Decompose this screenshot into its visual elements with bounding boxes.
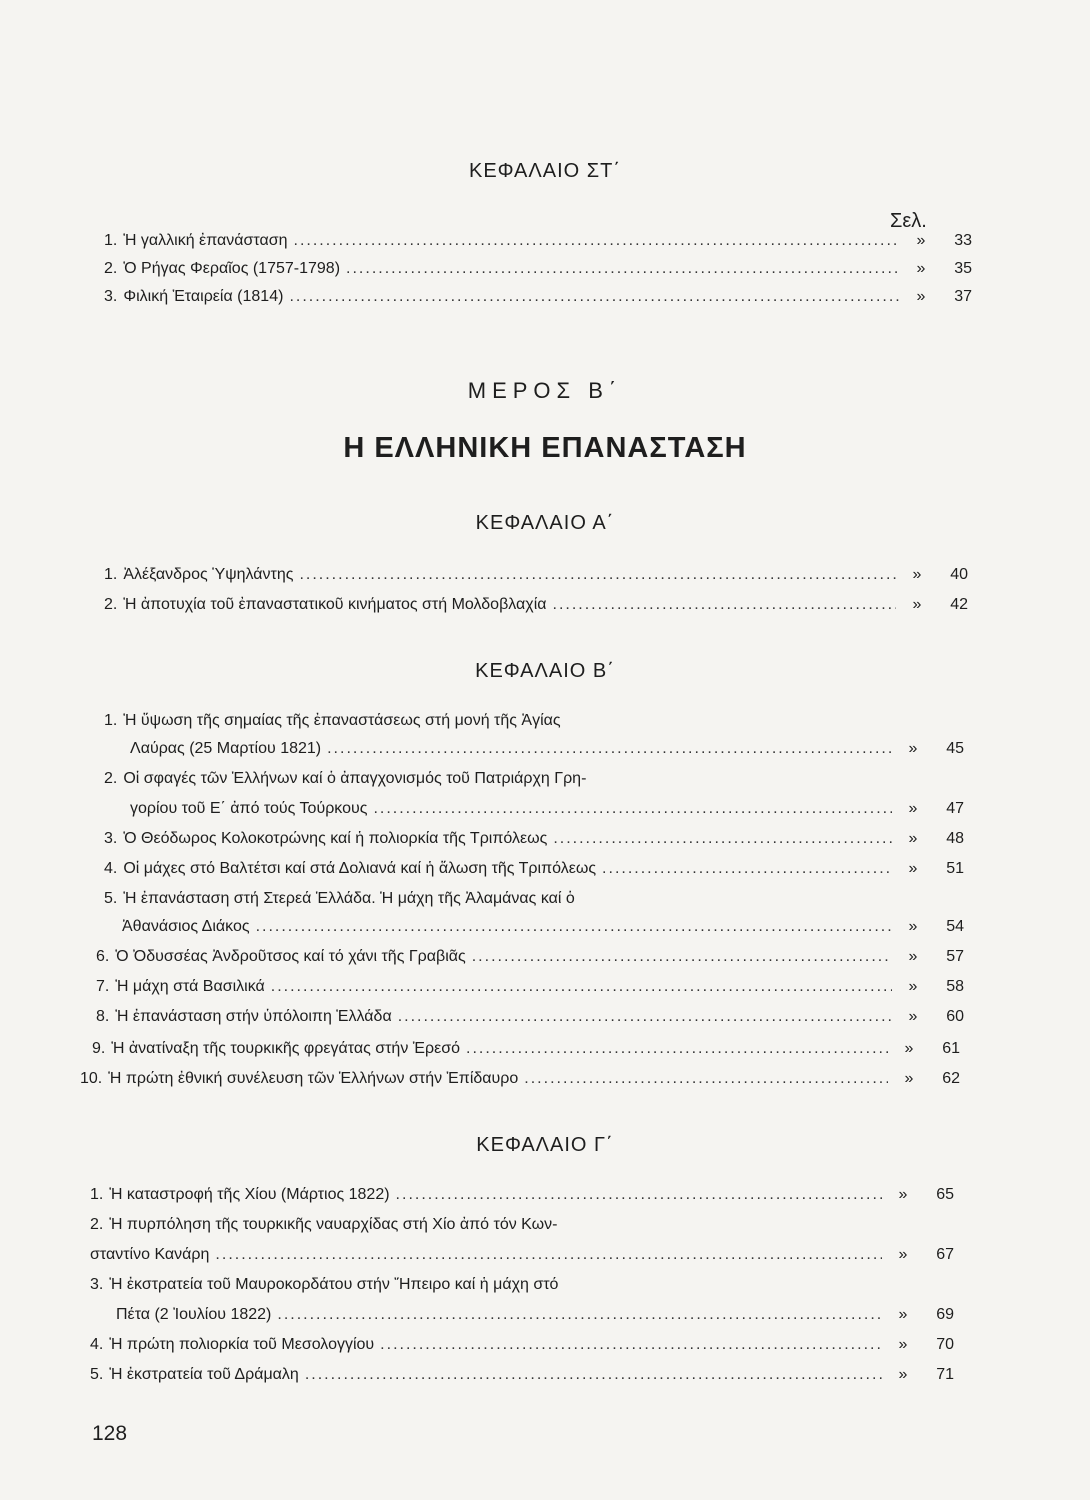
entry-title: Ὁ Ρήγας Φεραῖος (1757-1798) [123,260,341,277]
ditto-mark: » [912,566,922,583]
page-number: 128 [92,1422,128,1445]
entry-number: 3. [104,288,118,305]
ditto-mark: » [898,1336,908,1353]
entry-title: Ἀθανάσιος Διάκος [122,918,250,935]
ditto-mark: » [916,232,926,249]
entry-number: 1. [104,712,118,729]
entry-page: 58 [946,978,964,995]
entry-number: 4. [90,1336,104,1353]
toc-entry [130,800,964,828]
dot-leader [553,596,897,614]
entry-title: Οἱ μάχες στό Βαλτέτσι καί στά Δολιανά καί ἡ ἅλωση τῆς Τριπόλεως [123,860,597,877]
entry-page: 48 [946,830,964,847]
entry-number: 10. [80,1070,103,1087]
part-title: Η ΕΛΛΗΝΙΚΗ ΕΠΑΝΑΣΤΑΣΗ [343,432,747,464]
toc-entry [90,1186,954,1214]
ditto-mark: » [908,948,918,965]
toc-entry [96,1008,964,1036]
ditto-mark: » [908,740,918,757]
entry-page: 69 [936,1306,954,1323]
dot-leader [277,1306,882,1324]
ditto-mark: » [912,596,922,613]
ditto-mark: » [916,260,926,277]
toc-entry [104,260,972,288]
ditto-mark: » [908,800,918,817]
ditto-mark: » [904,1040,914,1057]
toc-entry [130,740,964,768]
chapter-st-heading: ΚΕΦΑΛΑΙΟ ΣΤ΄ [468,160,621,182]
entry-page: 57 [946,948,964,965]
entry-title: Ἡ γαλλική ἐπανάσταση [123,232,288,249]
entry-page: 54 [946,918,964,935]
toc-entry [104,566,968,594]
entry-title: Ἡ πρώτη πολιορκία τοῦ Μεσολογγίου [109,1336,375,1353]
entry-number: 2. [90,1216,104,1233]
entry-title-line1: Ἡ ὕψωση τῆς σημαίας τῆς ἐπαναστάσεως στή μονή τῆς Ἁγίας [123,712,561,729]
ditto-mark: » [908,978,918,995]
ditto-mark: » [898,1366,908,1383]
dot-leader [327,740,892,758]
toc-entry-first-line [90,1216,954,1244]
entry-page: 61 [942,1040,960,1057]
ditto-mark: » [908,830,918,847]
dot-leader [289,288,900,306]
dot-leader [271,978,892,996]
entry-title: Ἡ ἐκστρατεία τοῦ Δράμαλη [109,1366,299,1383]
dot-leader [602,860,892,878]
entry-title-line1: Οἱ σφαγές τῶν Ἑλλήνων καί ὁ ἀπαγχονισμός τοῦ Πατριάρχη Γρη- [123,770,587,787]
dot-leader [294,232,901,250]
entry-page: 67 [936,1246,954,1263]
entry-title: Ἡ ἀποτυχία τοῦ ἐπαναστατικοῦ κινήματος στή Μολδοβλαχία [123,596,547,613]
entry-page: 40 [950,566,968,583]
entry-title: Ἀλέξανδρος Ὑψηλάντης [123,566,294,583]
entry-title-line1: Ἡ ἐπανάσταση στή Στερεά Ἑλλάδα. Ἡ μάχη τῆς Ἀλαμάνας καί ὁ [123,890,575,907]
entry-title: Ἡ ἀνατίναξη τῆς τουρκικῆς φρεγάτας στήν Ἐρεσό [111,1040,461,1057]
dot-leader [380,1336,882,1354]
entry-page: 62 [942,1070,960,1087]
dot-leader [524,1070,888,1088]
entry-page: 42 [950,596,968,613]
entry-title: Ὁ Ὀδυσσέας Ἀνδροῦτσος καί τό χάνι τῆς Γραβιᾶς [115,948,466,965]
entry-title: Ἡ μάχη στά Βασιλικά [115,978,265,995]
entry-page: 45 [946,740,964,757]
entry-number: 1. [90,1186,104,1203]
entry-page: 33 [954,232,972,249]
entry-page: 51 [946,860,964,877]
dot-leader [346,260,900,278]
toc-entry [122,918,964,946]
toc-entry [104,232,972,260]
entry-number: 1. [104,566,118,583]
entry-number: 7. [96,978,110,995]
entry-number: 4. [104,860,118,877]
entry-title-line1: Ἡ πυρπόληση τῆς τουρκικῆς ναυαρχίδας στή Χίο ἀπό τόν Κων- [109,1216,558,1233]
dot-leader [398,1008,892,1026]
chapter-a-heading: ΚΕΦΑΛΑΙΟ Α΄ [475,512,615,534]
toc-entry [104,596,968,624]
entry-number: 3. [90,1276,104,1293]
ditto-mark: » [908,860,918,877]
dot-leader [466,1040,888,1058]
entry-page: 47 [946,800,964,817]
entry-page: 35 [954,260,972,277]
toc-entry [116,1306,954,1334]
page-column-label: Σελ. [890,210,927,232]
ditto-mark: » [908,1008,918,1025]
entry-title: Πέτα (2 Ἰουλίου 1822) [116,1306,272,1323]
entry-number: 2. [104,770,118,787]
dot-leader [396,1186,882,1204]
part-label: ΜΕΡΟΣ Β΄ [467,378,623,403]
entry-number: 8. [96,1008,110,1025]
dot-leader [472,948,892,966]
toc-entry-first-line [104,890,964,918]
entry-title: Φιλική Ἑταιρεία (1814) [123,288,284,305]
entry-number: 5. [104,890,118,907]
entry-title: Ὁ Θεόδωρος Κολοκοτρώνης καί ἡ πολιορκία τῆς Τριπόλεως [123,830,548,847]
entry-number: 6. [96,948,110,965]
ditto-mark: » [916,288,926,305]
ditto-mark: » [904,1070,914,1087]
entry-number: 5. [90,1366,104,1383]
chapter-g-heading: ΚΕΦΑΛΑΙΟ Γ΄ [476,1134,614,1156]
entry-title: Ἡ καταστροφή τῆς Χίου (Μάρτιος 1822) [109,1186,390,1203]
dot-leader [553,830,892,848]
entry-number: 3. [104,830,118,847]
toc-entry-first-line [104,712,964,740]
dot-leader [256,918,892,936]
toc-entry-first-line [104,770,964,798]
ditto-mark: » [898,1306,908,1323]
toc-entry [104,860,964,888]
entry-page: 60 [946,1008,964,1025]
toc-entry [90,1246,954,1274]
entry-page: 70 [936,1336,954,1353]
entry-title: Ἡ πρώτη ἐθνική συνέλευση τῶν Ἑλλήνων στήν Ἐπίδαυρο [108,1070,519,1087]
entry-page: 65 [936,1186,954,1203]
entry-number: 1. [104,232,118,249]
ditto-mark: » [908,918,918,935]
entry-number: 2. [104,596,118,613]
entry-title: γορίου τοῦ Ε΄ ἀπό τούς Τούρκους [130,800,368,817]
entry-title-line1: Ἡ ἐκστρατεία τοῦ Μαυροκορδάτου στήν Ἤπειρο καί ἡ μάχη στό [109,1276,559,1293]
toc-entry [104,288,972,316]
chapter-b-heading: ΚΕΦΑΛΑΙΟ Β΄ [475,660,615,682]
toc-entry [90,1366,954,1394]
ditto-mark: » [898,1186,908,1203]
entry-page: 37 [954,288,972,305]
entry-title: σταντίνο Κανάρη [90,1246,210,1263]
dot-leader [373,800,892,818]
entry-page: 71 [936,1366,954,1383]
entry-number: 2. [104,260,118,277]
entry-title: Λαύρας (25 Μαρτίου 1821) [130,740,322,757]
ditto-mark: » [898,1246,908,1263]
toc-entry [96,978,964,1006]
toc-entry [96,948,964,976]
toc-entry [80,1070,960,1098]
toc-entry [104,830,964,858]
toc-entry-first-line [90,1276,954,1304]
toc-entry [92,1040,960,1068]
entry-title: Ἡ ἐπανάσταση στήν ὑπόλοιπη Ἑλλάδα [115,1008,392,1025]
dot-leader [215,1246,882,1264]
dot-leader [305,1366,882,1384]
toc-entry [90,1336,954,1364]
entry-number: 9. [92,1040,106,1057]
dot-leader [299,566,896,584]
